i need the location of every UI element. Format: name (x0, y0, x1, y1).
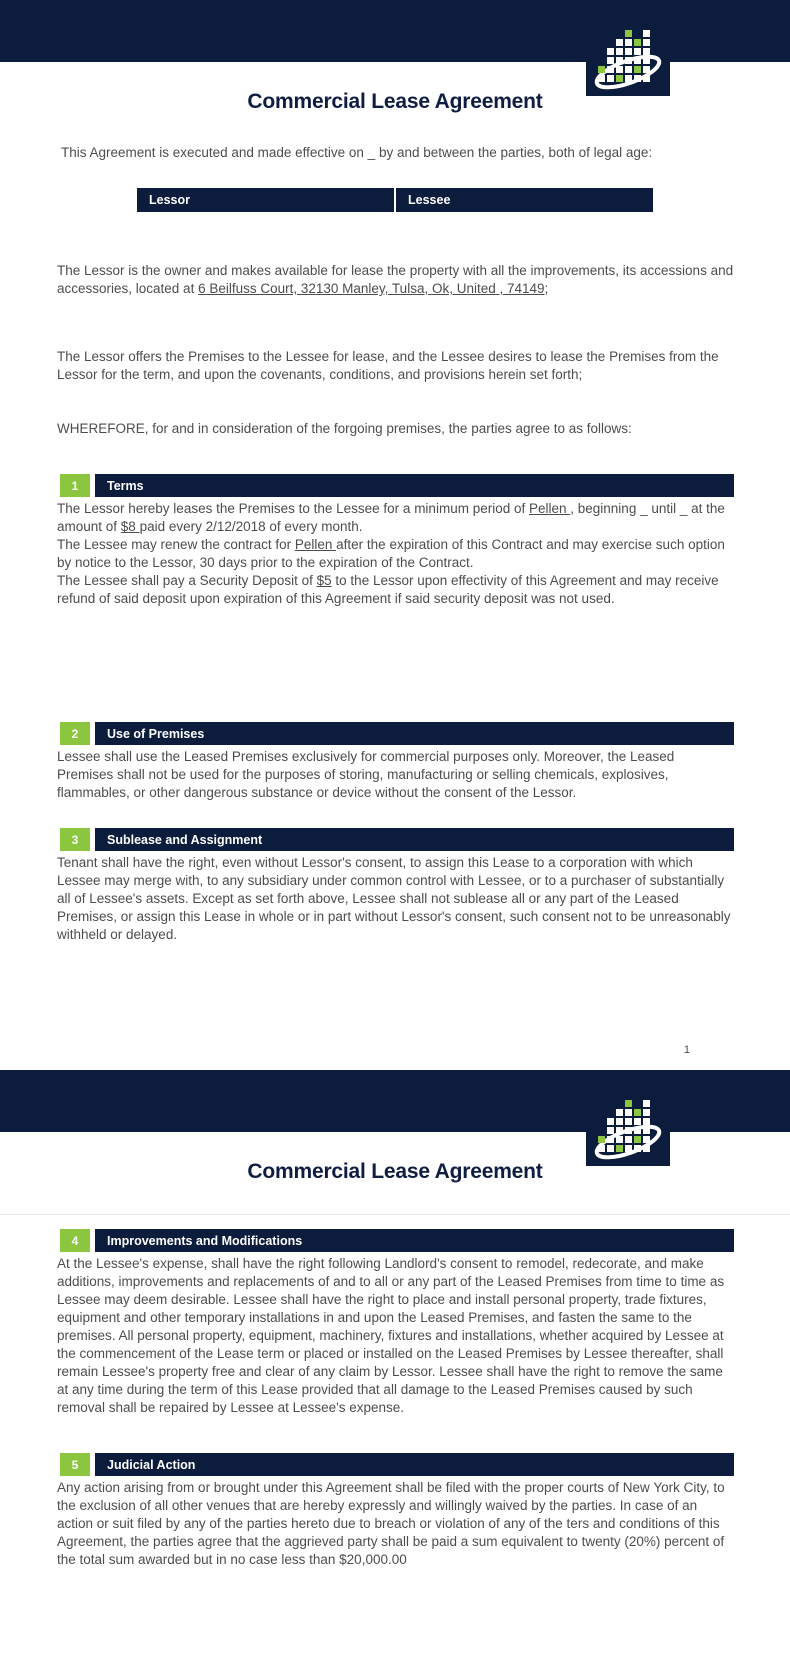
section-title-2: Use of Premises (95, 722, 734, 745)
filled-value: Pellen (528, 501, 571, 516)
section-header-4 (60, 1229, 734, 1252)
lessee-label: Lessee (408, 193, 451, 207)
logo-icon (586, 1092, 670, 1166)
section-body-3 (57, 854, 734, 944)
document-page-2 (0, 1070, 790, 1569)
lessor-cell[interactable] (137, 188, 394, 212)
company-logo (586, 22, 670, 96)
section-number-4: 4 (60, 1229, 90, 1252)
terms-line-2 (57, 536, 734, 572)
static-text: The Lessee may renew the contract for (57, 537, 295, 552)
section-body-2 (57, 748, 734, 802)
static-text: The Lessee shall pay a Security Deposit of (57, 573, 317, 588)
section-header-3 (60, 828, 734, 851)
section-number-1: 1 (60, 474, 90, 497)
section-number-5: 5 (60, 1453, 90, 1476)
page2-title: Commercial Lease Agreement (247, 1160, 543, 1183)
parties-table (137, 188, 653, 212)
section-title-4: Improvements and Modifications (95, 1229, 734, 1252)
static-text: The Lessor hereby leases the Premises to the Lessee for a minimum period of (57, 501, 529, 516)
section-body-5 (57, 1479, 734, 1569)
static-text: after the expiration of this Contract and may exercise such option by notice to the Lessor, 30 days prior to the expiration of the Contract. (57, 537, 725, 570)
property-paragraph (57, 262, 734, 298)
filled-value: $5 (316, 573, 332, 588)
filled-value: $8 (120, 519, 140, 534)
section-title-1: Terms (95, 474, 734, 497)
filled-value: Pellen (294, 537, 337, 552)
section-3-text: Tenant shall have the right, even without Lessor's consent, to assign this Lease to a corporation with which Lessee may merge with, to any subsidiary under common control with Lessee, or to a purchaser of substantially all of Lessee's assets. Except as set forth above, Lessee shall not sublease all or any part of the Leased Premises, or assign this Lease in whole or in part without Lessor's consent, such consent not to be unreasonably withheld or delayed. (57, 855, 731, 942)
section-5-text: Any action arising from or brought under this Agreement shall be filed with the proper courts of New York City, to the exclusion of all other venues that are hereby expressly and willingly waived by the parties. In case of an action or suit filed by any of the parties hereto due to breach or violation of any of the ters and conditions of this Agreement, the parties agree that the aggrieved party shall be paid a sum equivalent to twenty (20%) percent of the total sum awarded but in no case less than $20,000.00 (57, 1480, 725, 1567)
section-body-4 (57, 1255, 734, 1417)
section-title-3: Sublease and Assignment (95, 828, 734, 851)
page2-header-band (0, 1070, 790, 1132)
section-body-1 (57, 500, 734, 608)
static-text: paid every 2/12/2018 of every month. (139, 519, 363, 534)
offer-paragraph: The Lessor offers the Premises to the Lessee for lease, and the Lessee desires to lease the Premises from the Lessor for the term, and upon the covenants, conditions, and provisions herein set forth; (57, 349, 719, 382)
property-paragraph-pre: The Lessor is the owner and makes available for lease the property with all the improvements, its accessions and accessories, located at (57, 263, 734, 296)
page-number-1: 1 (683, 1044, 690, 1056)
wherefore-paragraph: WHEREFORE, for and in consideration of the forgoing premises, the parties agree to as follows: (57, 421, 632, 436)
section-header-5 (60, 1453, 734, 1476)
section-2-text: Lessee shall use the Leased Premises exclusively for commercial purposes only. Moreover, the Leased Premises shall not be used for the purposes of storing, manufacturing or selling chemicals, explosives, flammables, or other dangerous substance or device without the consent of the Lessor. (57, 749, 675, 800)
company-logo-page2 (586, 1092, 670, 1166)
section-number-3: 3 (60, 828, 90, 851)
terms-line-3 (57, 572, 734, 608)
intro-paragraph: This Agreement is executed and made effective on _ by and between the parties, both of legal age: (61, 145, 653, 160)
section-number-2: 2 (60, 722, 90, 745)
page-header-band (0, 0, 790, 62)
property-address: 6 Beilfuss Court, 32130 Manley, Tulsa, Ok, United , 74149 (198, 281, 545, 296)
section-4-text: At the Lessee's expense, shall have the right following Landlord's consent to remodel, redecorate, and make additions, improvements and replacements of and to all or any part of the Leased Premises from time to time as Lessee may deem desirable. Lessee shall have the right to place and install personal property, trade fixtures, equipment and other temporary installations in and upon the Leased Premises, and fasten the same to the premises. All personal property, equipment, machinery, fixtures and installations, whether acquired by Lessee at the commencement of the Lease term or placed or installed on the Leased Premises by Lessee thereafter, shall remain Lessee's property free and clear of any claim by Lessor. Lessee shall have the right to remove the same at any time during the term of this Lease provided that all damage to the Leased Premises caused by such removal shall be repaired by Lessee at Lessee's expense. (57, 1256, 725, 1415)
section-title-5: Judicial Action (95, 1453, 734, 1476)
page-title: Commercial Lease Agreement (247, 90, 543, 113)
static-text: , beginning _ until _ at the amount of (57, 501, 725, 534)
lessor-label: Lessor (149, 193, 190, 207)
logo-icon (586, 22, 670, 96)
lessee-cell[interactable] (396, 188, 653, 212)
property-paragraph-post: ; (544, 281, 549, 296)
section-header-2 (60, 722, 734, 745)
section-header-1 (60, 474, 734, 497)
terms-line-1 (57, 500, 734, 536)
static-text: to the Lessor upon effectivity of this Agreement and may receive refund of said deposit upon expiration of this Agreement if said security deposit was not used. (57, 573, 719, 606)
